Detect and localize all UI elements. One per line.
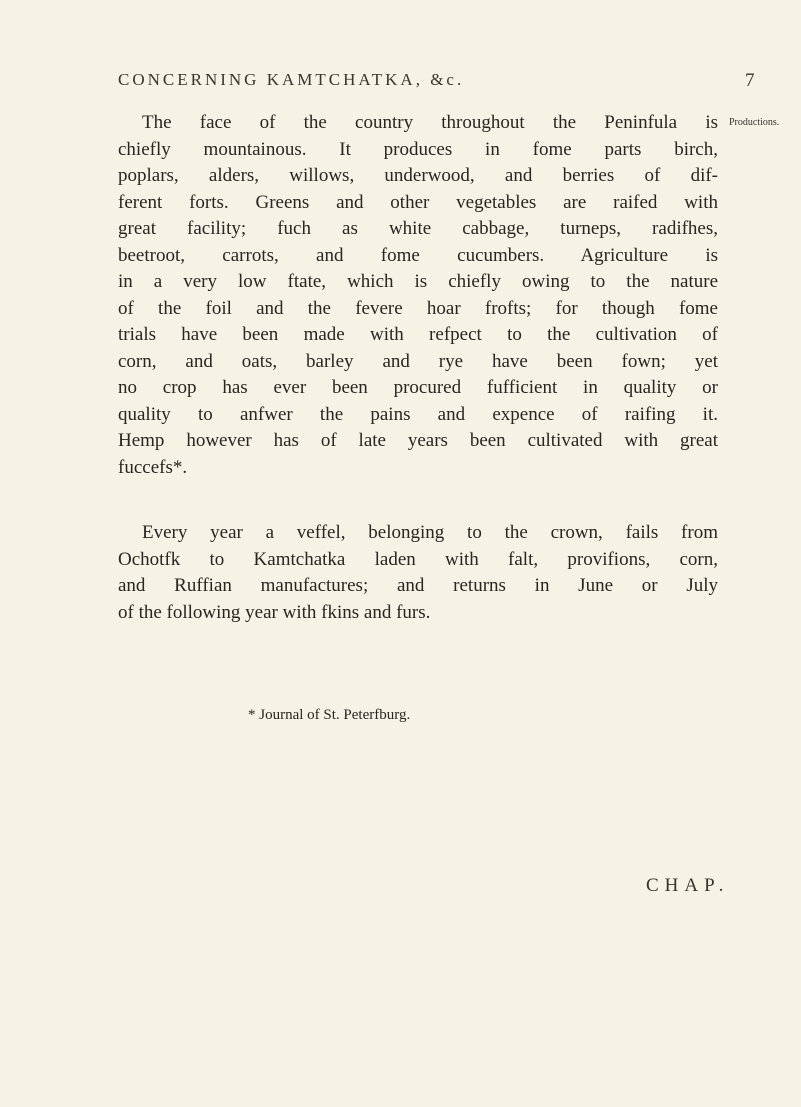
text-line: trials have been made with refpect to the cultivation of	[118, 324, 718, 345]
text-line: in a very low ftate, which is chiefly owing to the nature	[118, 271, 718, 292]
text-line: no crop has ever been procured fufficient in quality or	[118, 377, 718, 398]
margin-note: Productions.	[729, 117, 780, 128]
text-line: chiefly mountainous. It produces in fome parts birch,	[118, 138, 718, 160]
text-line: ferent forts. Greens and other vegetables are raifed with	[118, 191, 718, 213]
text-line: corn, and oats, barley and rye have been fown; yet	[118, 350, 718, 372]
text-line: Every year a veffel, belonging to the crown, fails from	[142, 522, 718, 543]
paragraph-productions	[118, 110, 718, 481]
text-line: fuccefs*.	[118, 456, 188, 478]
text-line: quality to anfwer the pains and expence of raifing it.	[118, 403, 718, 425]
text-line: and Ruffian manufactures; and returns in June or July	[118, 575, 718, 596]
text-line: beetroot, carrots, and fome cucumbers. Agriculture is	[118, 244, 718, 266]
text-line: Ochotfk to Kamtchatka laden with falt, provifions, corn,	[118, 548, 718, 570]
text-line: The face of the country throughout the Peninfula is	[142, 112, 718, 133]
text-line: of the following year with fkins and furs.	[118, 601, 431, 623]
paragraph-trade	[118, 520, 718, 626]
catchword: CHAP.	[646, 875, 730, 896]
text-line: poplars, alders, willows, underwood, and berries of dif-	[118, 165, 718, 186]
text-line: Hemp however has of late years been cultivated with great	[118, 430, 718, 451]
text-line: great facility; fuch as white cabbage, turneps, radifhes,	[118, 218, 718, 239]
footnote: * Journal of St. Peterfburg.	[248, 707, 411, 723]
page-number: 7	[745, 70, 755, 91]
running-head: CONCERNING KAMTCHATKA, &c.	[118, 70, 465, 89]
text-line: of the foil and the fevere hoar frofts; for though fome	[118, 297, 718, 319]
